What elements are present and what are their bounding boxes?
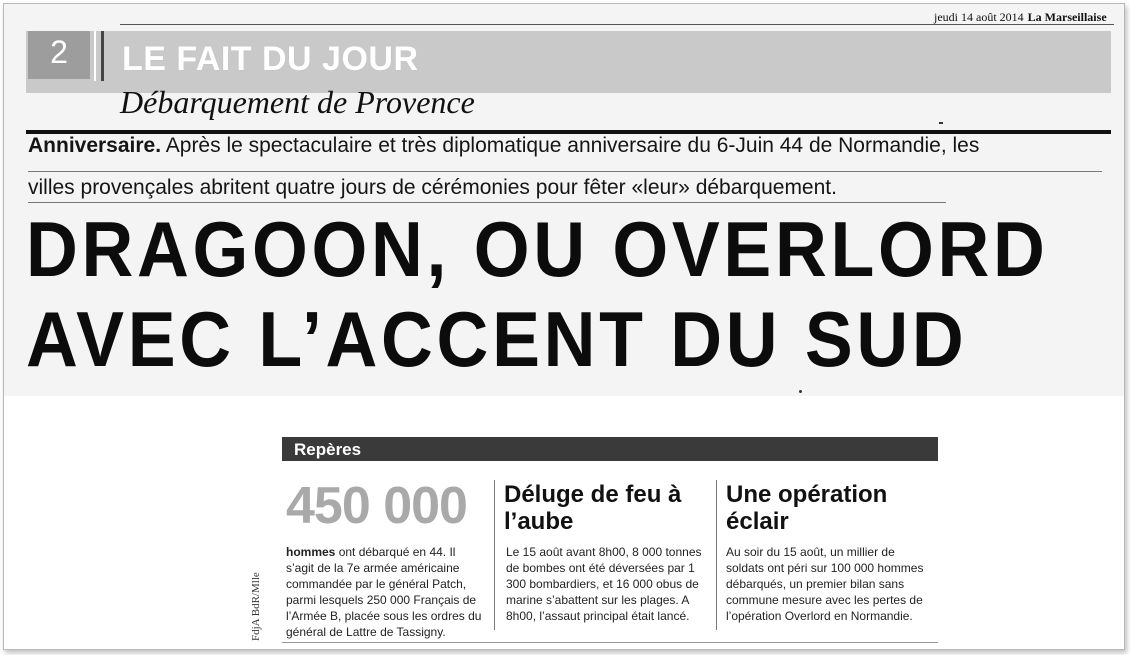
masthead <box>934 10 1114 25</box>
scan-speck <box>939 122 943 124</box>
col1-body <box>286 544 486 640</box>
col3-body: Au soir du 15 août, un millier de soldats ont péri sur 100 000 hommes débarqués, un premier bilan sans commune mesure avec les pertes de l’opération Overlord en Normandie. <box>726 545 924 623</box>
photo-credit: FdjA BdR/Mlle <box>250 572 262 641</box>
deck-underline-1 <box>28 171 1102 172</box>
deck-underline-2 <box>28 202 946 203</box>
reperes-header-bar <box>282 437 938 461</box>
headline-line-2: AVEC L’ACCENT DU SUD <box>26 295 968 383</box>
reperes-bottom-rule <box>282 642 938 643</box>
col2-body: Le 15 août avant 8h00, 8 000 tonnes de bombes ont été déversées par 1 300 bombardiers, et 16 000 obus de marine s’abattent sur les plages. A 8h00, l’assaut principal était lancé. <box>506 545 702 623</box>
subsection-title: Débarquement de Provence <box>120 84 475 120</box>
col1-text: ont débarqué en 44. Il s’agit de la 7e armée américaine commandée par le général Patch, parmi lesquels 250 000 Français de l’Armée B, placée sous les ordres du général de Lattre de Tassigny. <box>286 545 482 639</box>
publication-name: La Marseillaise <box>1027 10 1107 24</box>
top-rule <box>120 24 1114 25</box>
stat-big-number: 450 000 <box>286 477 467 535</box>
section-kicker: LE FAIT DU JOUR <box>122 40 419 78</box>
headline-line-1: DRAGOON, OU OVERLORD <box>26 205 1049 293</box>
newspaper-page <box>3 3 1125 650</box>
column-divider <box>494 480 495 630</box>
col2-heading: Déluge de feu à l’aube <box>504 481 682 535</box>
reperes-title: Repères <box>294 440 362 459</box>
deck-text-1: Après le spectaculaire et très diplomatique anniversaire du 6-Juin 44 de Normandie, les <box>161 134 980 157</box>
col3-heading: Une opération éclair <box>726 481 888 535</box>
band-divider-dark <box>101 31 104 81</box>
issue-date: jeudi 14 août 2014 <box>934 10 1024 24</box>
page-number: 2 <box>50 34 68 70</box>
column-divider <box>716 480 717 630</box>
deck-lead: Anniversaire. <box>28 134 162 157</box>
deck-line-2: villes provençales abritent quatre jours de cérémonies pour fêter «leur» débarquement. <box>28 176 837 199</box>
band-divider <box>94 31 96 81</box>
deck-line-1 <box>28 134 979 158</box>
scan-speck <box>799 390 802 393</box>
col1-lead: hommes <box>286 545 336 559</box>
